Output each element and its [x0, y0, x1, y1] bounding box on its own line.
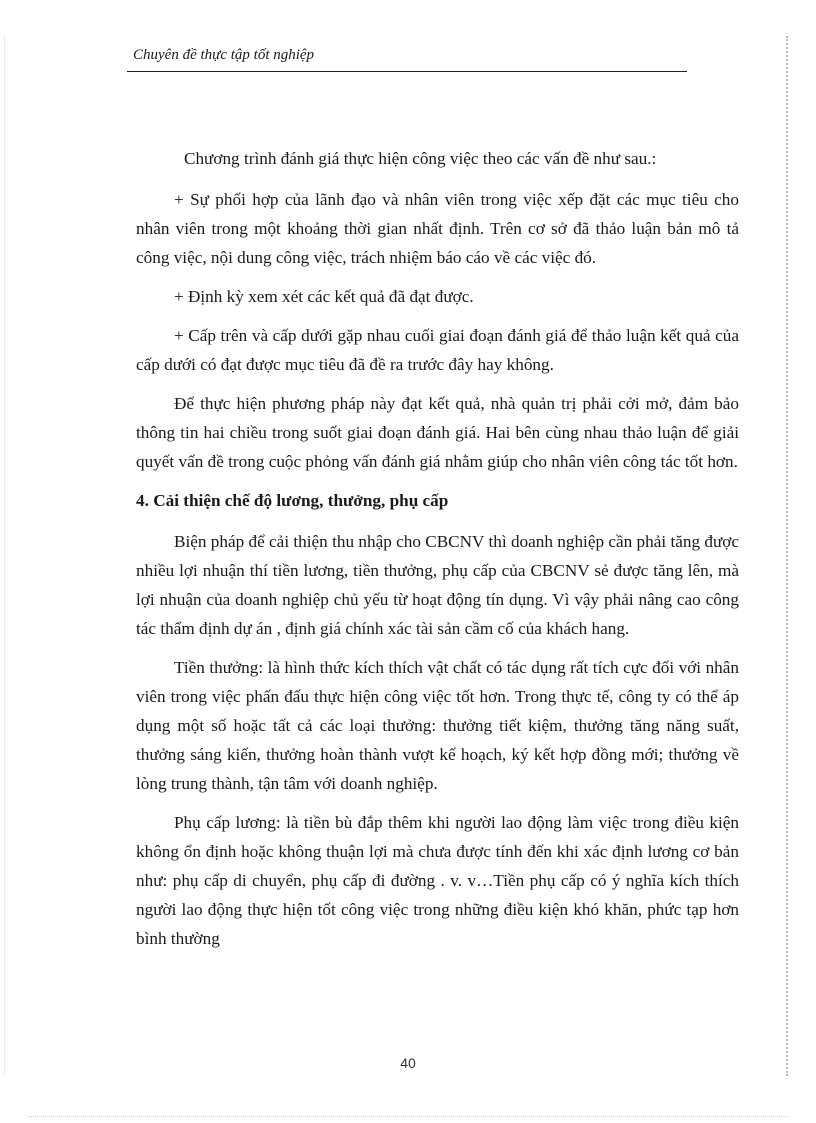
paragraph-bullet-1: + Sự phối hợp của lãnh đạo và nhân viên trong việc xếp đặt các mục tiêu cho nhân viên trong một khoảng thời gian nhất định. Trên cơ sở đã thảo luận bản mô tả công việc, nội dung công việc, trách nhiệm báo cáo về các việc đó. [136, 190, 739, 267]
page-border-bottom [28, 1116, 788, 1117]
paragraph-bonus: Tiền thưởng: là hình thức kích thích vật chất có tác dụng rất tích cực đối với nhân viên trong việc phấn đấu thực hiện công việc tốt hơn. Trong thực tế, công ty có thể áp dụng một số hoặc tất cả các loại thưởng: thưởng tiết kiệm, thưởng tăng năng suất, thưởng sáng kiến, thưởng hoàn thành vượt kế hoạch, ký kết hợp đồng mới; thưởng về lòng trung thành, tận tâm với doanh nghiệp. [136, 658, 739, 793]
paragraph-bullet-3: + Cấp trên và cấp dưới gặp nhau cuối giai đoạn đánh giá để thảo luận kết quả của cấp dưới có đạt được mục tiêu đã đề ra trước đây hay không. [136, 326, 739, 374]
header-rule [127, 71, 687, 72]
paragraph-bullet-2: + Định kỳ xem xét các kết quả đã đạt được. [174, 287, 474, 306]
paragraph-method: Để thực hiện phương pháp này đạt kết quả, nhà quản trị phải cởi mở, đảm bảo thông tin hai chiều trong suốt giai đoạn đánh giá. Hai bên cùng nhau thảo luận để giải quyết vấn đề trong cuộc phỏng vấn đánh giá nhằm giúp cho nhân viên công tác tốt hơn. [136, 394, 739, 471]
paragraph-intro: Chương trình đánh giá thực hiện công việc theo các vấn đề như sau.: [184, 149, 657, 168]
running-header: Chuyên đề thực tập tốt nghiệp [133, 47, 315, 63]
page-border-left [4, 36, 5, 1076]
paragraph-allowance: Phụ cấp lương: là tiền bù đắp thêm khi người lao động làm việc trong điều kiện không ổn định hoặc không thuận lợi mà chưa được tính đến khi xác định lương cơ bản như: phụ cấp di chuyển, phụ cấp đi đường . v. v…Tiền phụ cấp có ý nghĩa kích thích người lao động thực hiện tốt công việc trong những điều kiện khó khăn, phức tạp hơn bình thường [136, 813, 739, 948]
page-border-right [786, 36, 788, 1076]
document-body [136, 144, 739, 963]
page-number: 40 [400, 1055, 416, 1071]
section-heading: 4. Cải thiện chế độ lương, thưởng, phụ cấp [136, 491, 449, 510]
paragraph-income: Biện pháp để cải thiện thu nhập cho CBCNV thì doanh nghiệp cần phải tăng được nhiều lợi nhuận thí tiền lương, tiền thưởng, phụ cấp của CBCNV sẻ được tăng lên, mà lợi nhuận của doanh nghiệp chủ yếu từ hoạt động tín dụng. Vì vậy phải nâng cao công tác thẩm định dự án , định giá chính xác tài sản cầm cố của khách hang. [136, 532, 739, 638]
